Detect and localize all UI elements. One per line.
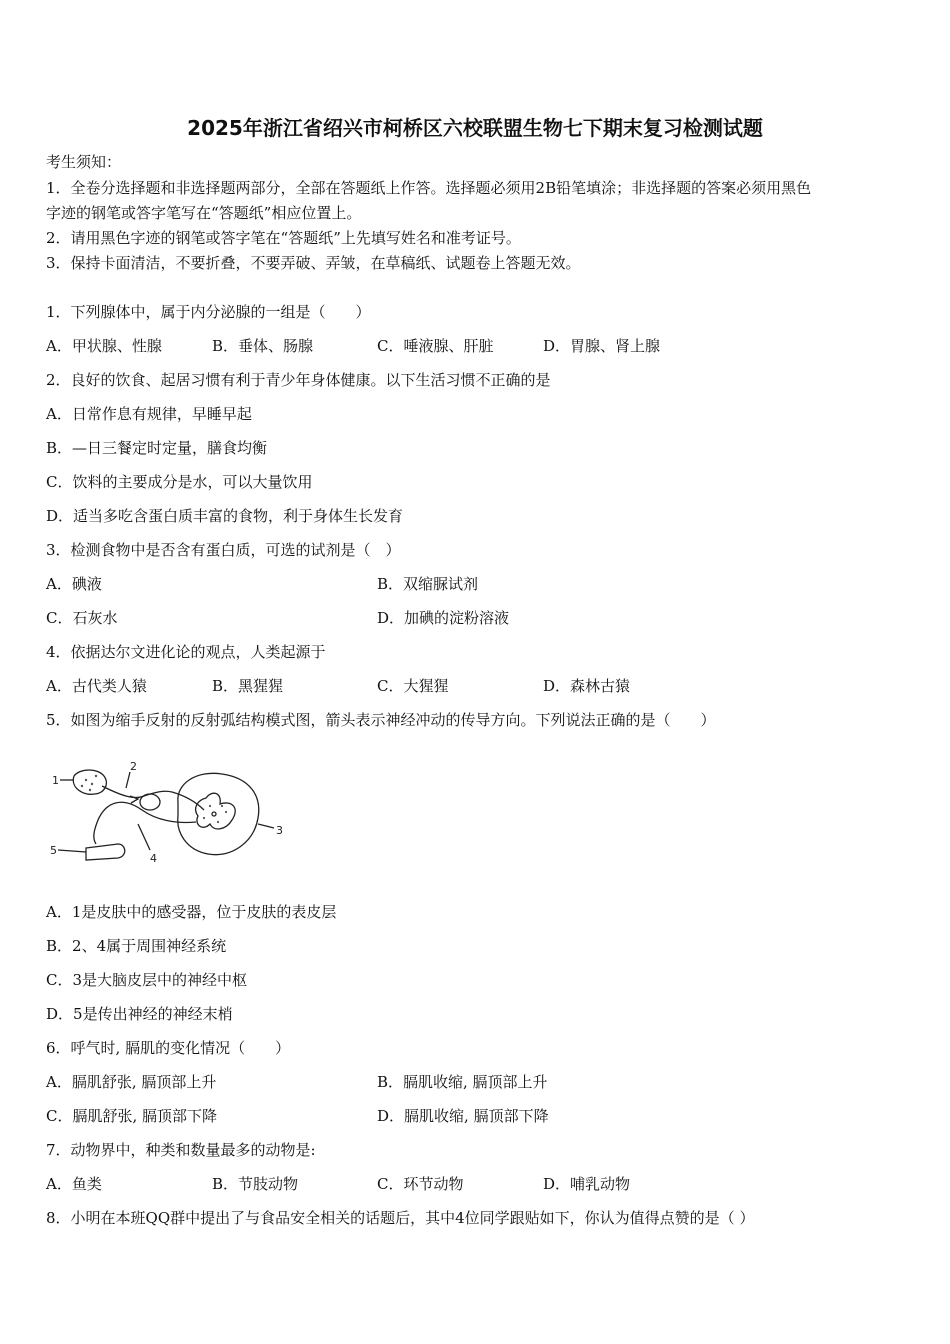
question-stem: 2．良好的饮食、起居习惯有利于青少年身体健康。以下生活习惯不正确的是 — [46, 371, 551, 389]
option-d[interactable]: D．加碘的淀粉溶液 — [377, 609, 510, 627]
notice-heading: 考生须知： — [46, 153, 122, 171]
notice-item: 2．请用黑色字迹的钢笔或答字笔在“答题纸”上先填写姓名和准考证号。 — [46, 229, 521, 247]
option-a[interactable]: A．古代类人猿 — [46, 677, 147, 695]
option-a[interactable]: A．碘液 — [46, 575, 102, 593]
option-b[interactable]: B．2、4属于周围神经系统 — [46, 937, 227, 955]
option-d[interactable]: D．胃腺、肾上腺 — [543, 337, 661, 355]
figure-label-2: 2 — [130, 762, 137, 773]
option-d[interactable]: D．5是传出神经的神经末梢 — [46, 1005, 233, 1023]
page-title: 2025年浙江省绍兴市柯桥区六校联盟生物七下期末复习检测试题 — [187, 116, 763, 140]
option-c[interactable]: C．石灰水 — [46, 609, 118, 627]
option-b[interactable]: B．垂体、肠腺 — [212, 337, 314, 355]
notice-item: 字迹的钢笔或答字笔写在“答题纸”相应位置上。 — [46, 204, 362, 222]
option-b[interactable]: B．膈肌收缩, 膈顶部上升 — [377, 1073, 548, 1091]
option-a[interactable]: A．1是皮肤中的感受器，位于皮肤的表皮层 — [46, 903, 337, 921]
question-stem: 3．检测食物中是否含有蛋白质，可选的试剂是（ ） — [46, 541, 401, 559]
option-a[interactable]: A．鱼类 — [46, 1175, 102, 1193]
option-b[interactable]: B．节肢动物 — [212, 1175, 299, 1193]
question-stem: 1．下列腺体中，属于内分泌腺的一组是（ ） — [46, 303, 371, 321]
option-a[interactable]: A．膈肌舒张, 膈顶部上升 — [46, 1073, 217, 1091]
notice-item: 3．保持卡面清洁，不要折叠，不要弄破、弄皱，在草稿纸、试题卷上答题无效。 — [46, 254, 581, 272]
figure-label-1: 1 — [52, 774, 59, 787]
question-stem: 4．依据达尔文进化论的观点，人类起源于 — [46, 643, 326, 661]
option-d[interactable]: D．森林古猿 — [543, 677, 631, 695]
question-stem: 7．动物界中，种类和数量最多的动物是: — [46, 1141, 316, 1159]
option-c[interactable]: C．环节动物 — [377, 1175, 464, 1193]
option-c[interactable]: C．饮料的主要成分是水，可以大量饮用 — [46, 473, 313, 491]
notice-item: 1．全卷分选择题和非选择题两部分，全部在答题纸上作答。选择题必须用2B铅笔填涂；非选择题的答案必须用黑色 — [46, 179, 812, 197]
option-d[interactable]: D．适当多吃含蛋白质丰富的食物，利于身体生长发育 — [46, 507, 404, 525]
question-stem: 6．呼气时, 膈肌的变化情况（ ） — [46, 1039, 291, 1057]
question-stem: 8．小明在本班QQ群中提出了与食品安全相关的话题后，其中4位同学跟贴如下，你认为值得点赞的是（ ） — [46, 1209, 755, 1227]
question-stem: 5．如图为缩手反射的反射弧结构模式图，箭头表示神经冲动的传导方向。下列说法正确的是（ ） — [46, 711, 716, 729]
option-b[interactable]: B．黑猩猩 — [212, 677, 284, 695]
option-c[interactable]: C．膈肌舒张, 膈顶部下降 — [46, 1107, 218, 1125]
option-c[interactable]: C．3是大脑皮层中的神经中枢 — [46, 971, 248, 989]
figure-label-4: 4 — [150, 852, 157, 865]
option-b[interactable]: B．—日三餐定时定量，膳食均衡 — [46, 439, 268, 457]
option-c[interactable]: C．大猩猩 — [377, 677, 449, 695]
option-d[interactable]: D．膈肌收缩, 膈顶部下降 — [377, 1107, 549, 1125]
option-b[interactable]: B．双缩脲试剂 — [377, 575, 479, 593]
figure-label-5: 5 — [50, 844, 57, 857]
figure-label-3: 3 — [276, 824, 283, 837]
option-d[interactable]: D．哺乳动物 — [543, 1175, 631, 1193]
option-a[interactable]: A．甲状腺、性腺 — [46, 337, 162, 355]
option-a[interactable]: A．日常作息有规律，早睡早起 — [46, 405, 252, 423]
option-c[interactable]: C．唾液腺、肝脏 — [377, 337, 494, 355]
reflex-arc-diagram — [46, 762, 296, 882]
